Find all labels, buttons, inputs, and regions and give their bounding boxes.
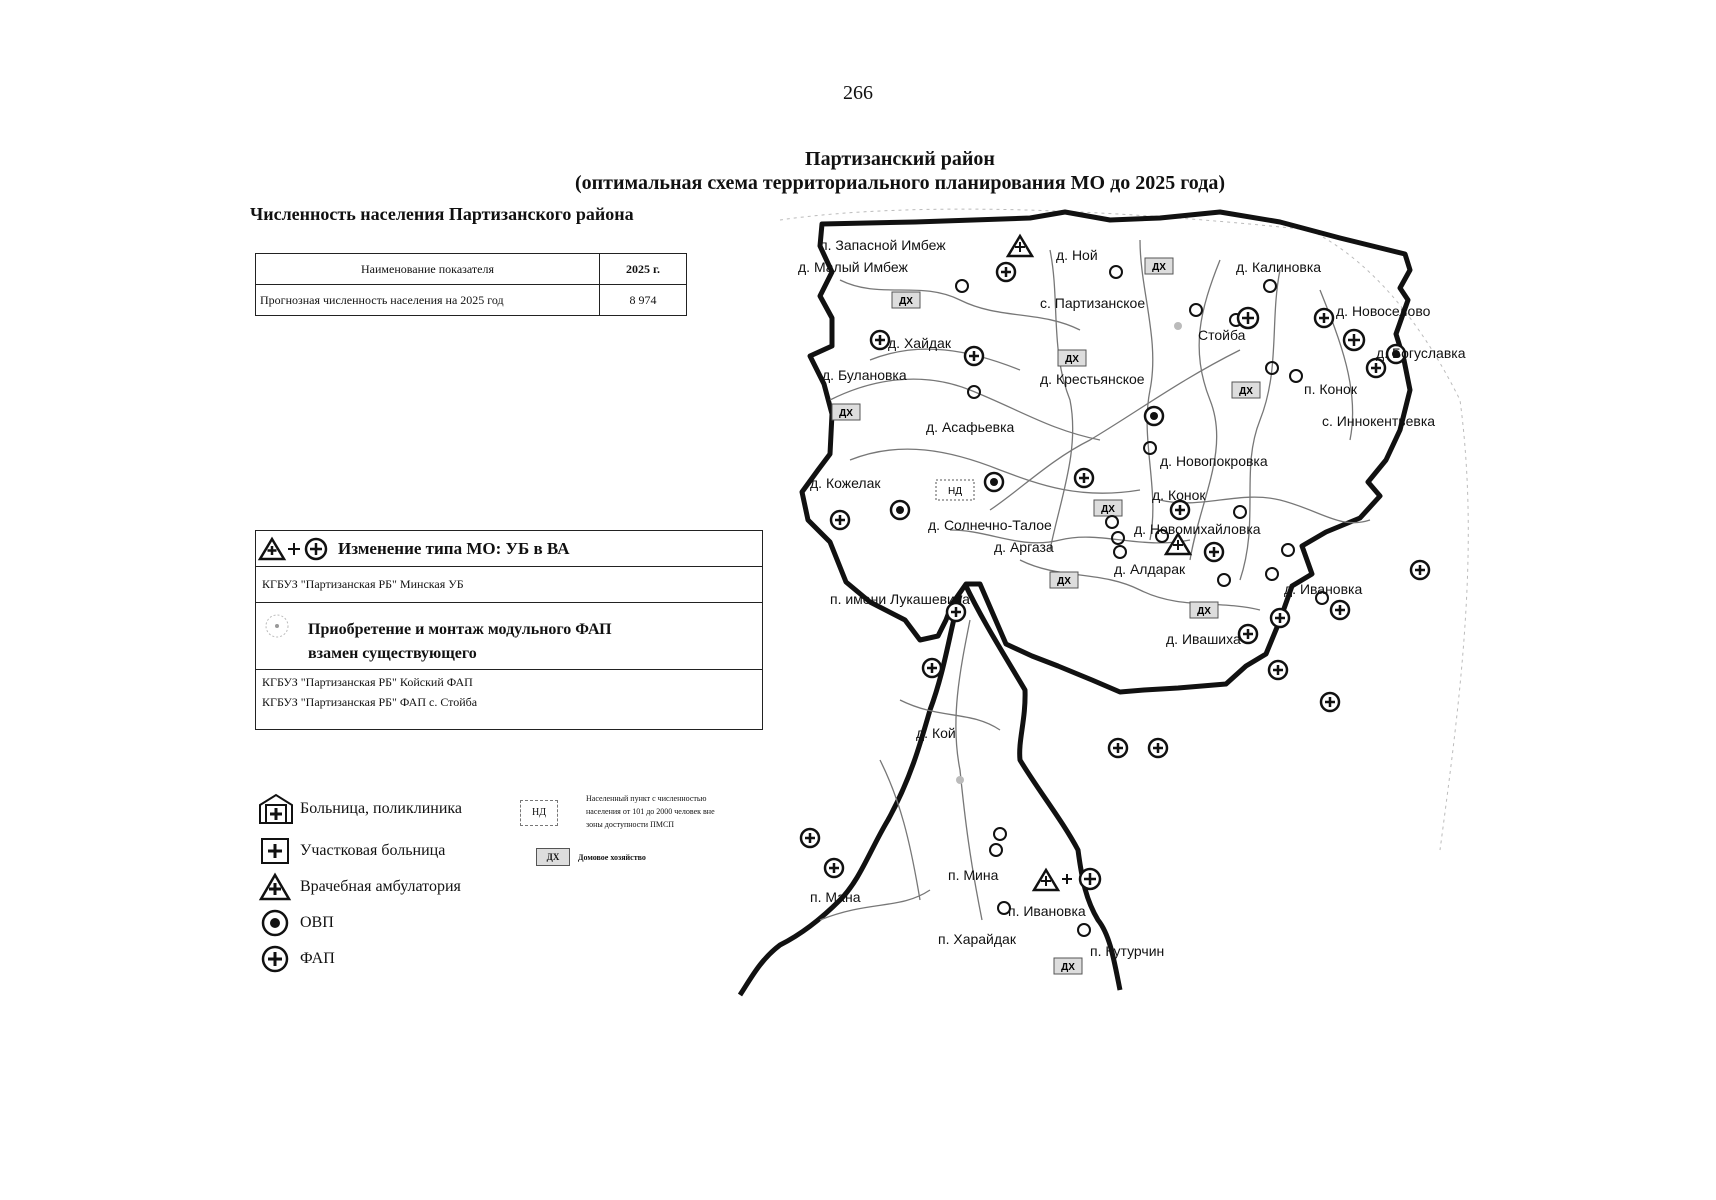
legend-hospital: [258, 793, 462, 825]
map-label-kuturchin: п. Кутурчин: [1090, 943, 1165, 959]
fap-icon: [1171, 501, 1189, 519]
home-box-label: ДХ: [1061, 962, 1075, 973]
map-label-zapasnoy: п. Запасной Имбеж: [820, 237, 946, 253]
map-label-stoyba: Стойба: [1198, 327, 1246, 343]
home-box-label: ДХ: [1057, 576, 1071, 587]
table-cell-label: Прогнозная численность населения на 2025 год: [256, 285, 600, 316]
home-box-label: ДХ: [839, 408, 853, 419]
district-hospital-icon: [258, 836, 294, 866]
fap-icon: [801, 829, 819, 847]
fap-icon: [997, 263, 1015, 281]
ambulatory-icon: [258, 872, 294, 902]
fap-icon: [1321, 693, 1339, 711]
map-label-partizanskoe: с. Партизанское: [1040, 295, 1146, 311]
map-label-asafevka: д. Асафьевка: [926, 419, 1015, 435]
map-labels: [798, 237, 1466, 959]
ovp-icon: [985, 473, 1003, 491]
settlement-desc-line: Населенный пункт с численностью: [586, 794, 707, 803]
change-type-box: [255, 530, 763, 730]
hospital-icon: [258, 793, 294, 825]
fap-icon: [1238, 308, 1258, 328]
map-label-koy: д. Кой: [916, 725, 956, 741]
district-boundary-south: [965, 584, 1120, 990]
ambulatory-to-fap-icon: [256, 534, 332, 564]
table-header-year: 2025 г.: [600, 254, 687, 285]
map-label-bulanovka: д. Булановка: [822, 367, 907, 383]
home-box-label: ДХ: [1239, 386, 1253, 397]
change-type-heading: Изменение типа МО: УБ в ВА: [338, 538, 570, 558]
map-label-malyy: д. Малый Имбеж: [798, 259, 908, 275]
fap-icon: [1205, 543, 1223, 561]
fap-icon: [1075, 469, 1093, 487]
legend-ambulatory-label: Врачебная амбулатория: [300, 878, 461, 895]
fap-icon: [1269, 661, 1287, 679]
settlement-box-label: НД: [948, 486, 962, 497]
fap-icon: [871, 331, 889, 349]
fap-icon: [1331, 601, 1349, 619]
modular-fap-icon: [264, 613, 290, 639]
ambulatory-icon: [1008, 236, 1032, 256]
settlement-desc-line: населения от 101 до 2000 человек вне: [586, 807, 715, 816]
modular-fap-header: [256, 603, 762, 670]
legend-district-hospital: [258, 836, 445, 866]
table-row: [256, 285, 687, 316]
map-label-noy: д. Ной: [1056, 247, 1098, 263]
home-box-icon: ДХ: [536, 848, 570, 866]
map-label-argaza: д. Аргаза: [994, 539, 1054, 555]
table-cell-value: 8 974: [600, 285, 687, 316]
modular-fap-icon: [956, 776, 964, 784]
home-box-label: ДХ: [899, 296, 913, 307]
map-label-solnechno: д. Солнечно-Талое: [928, 517, 1052, 533]
map-label-krestyanskoe: д. Крестьянское: [1040, 371, 1145, 387]
ovp-icon: [891, 501, 909, 519]
legend-district-hospital-label: Участковая больница: [300, 842, 446, 859]
modular-fap-list: [256, 670, 762, 714]
legend-hospital-label: Больница, поликлиника: [300, 800, 463, 817]
settlement-desc-line: зоны доступности ПМСП: [586, 820, 675, 829]
fap-icon: [258, 944, 294, 974]
table-header-indicator: Наименование показателя: [256, 254, 600, 285]
fap-icon: [1344, 330, 1364, 350]
map-label-novomikhaylovka: д. Новомихайловка: [1134, 521, 1261, 537]
modular-fap-heading-1: Приобретение и монтаж модульного ФАП: [308, 621, 612, 638]
list-item: КГБУЗ "Партизанская РБ" Койский ФАП: [262, 675, 473, 689]
map-label-konok2: д. Конок: [1152, 487, 1206, 503]
ovp-icon: [258, 908, 294, 938]
fap-icon: [1239, 625, 1257, 643]
change-type-header: [256, 531, 762, 567]
district-map: [720, 200, 1500, 1000]
settlement-box-icon: НД: [520, 800, 558, 826]
map-label-kozhelak: д. Кожелак: [810, 475, 881, 491]
map-label-mina: п. Мина: [948, 867, 999, 883]
fap-icon: [1271, 609, 1289, 627]
map-label-ivashikha: д. Ивашиха: [1166, 631, 1241, 647]
legend-ambulatory: [258, 872, 461, 902]
modular-fap-icon: [1174, 322, 1182, 330]
modular-fap-heading-2: взамен существующего: [308, 645, 477, 662]
home-box-label: ДХ: [1152, 262, 1166, 273]
map-label-innokentevka: с. Иннокентьевка: [1322, 413, 1436, 429]
ambulatory-icon: [1166, 534, 1190, 554]
legend-ovp-label: ОВП: [300, 914, 334, 931]
fap-icon: [831, 511, 849, 529]
ovp-icon: [1145, 407, 1163, 425]
map-label-aldarak: д. Алдарак: [1114, 561, 1186, 577]
home-desc: Домовое хозяйство: [578, 853, 646, 862]
fap-icon: [1367, 359, 1385, 377]
fap-icon: [825, 859, 843, 877]
district-boundary-west: [740, 595, 960, 995]
population-table: [255, 253, 687, 316]
map-label-ivanovka1: д. Ивановка: [1284, 581, 1363, 597]
fap-icon: [1411, 561, 1429, 579]
change-type-item: КГБУЗ "Партизанская РБ" Минская УБ: [256, 567, 762, 603]
fap-icon: [1109, 739, 1127, 757]
fap-icon: [923, 659, 941, 677]
population-heading: Численность населения Партизанского района: [250, 204, 634, 224]
page-number: 266: [843, 82, 873, 104]
map-label-ivanovka2: п. Ивановка: [1008, 903, 1086, 919]
home-box-label: ДХ: [1197, 606, 1211, 617]
page-subtitle: (оптимальная схема территориального планирования МО до 2025 года): [575, 172, 1225, 194]
map-label-novoselovo: д. Новоселово: [1336, 303, 1431, 319]
modular-fap-markers: [956, 322, 1182, 784]
map-label-haydak: д. Хайдак: [888, 335, 951, 351]
ambulatory-to-fap-icon: [1034, 869, 1100, 890]
map-label-konok1: п. Конок: [1304, 381, 1357, 397]
table-header-row: [256, 254, 687, 285]
legend-fap-label: ФАП: [300, 950, 335, 967]
map-label-mana: п. Мана: [810, 889, 861, 905]
map-label-kalinovka: д. Калиновка: [1236, 259, 1322, 275]
home-box-label: ДХ: [1101, 504, 1115, 515]
legend-fap: [258, 944, 335, 974]
fap-icon: [1315, 309, 1333, 327]
map-label-lukashevicha: п. имени Лукашевича: [830, 591, 970, 607]
map-label-novopokrovka: д. Новопокровка: [1160, 453, 1268, 469]
list-item: КГБУЗ "Партизанская РБ" ФАП с. Стойба: [262, 695, 478, 709]
page-title: Партизанский район: [805, 148, 995, 170]
fap-icon: [1149, 739, 1167, 757]
district-boundary: [802, 212, 1410, 692]
fap-icon: [965, 347, 983, 365]
home-box-label: ДХ: [1065, 354, 1079, 365]
map-label-boguslavka: д. Богуславка: [1376, 345, 1466, 361]
legend-ovp: [258, 908, 334, 938]
map-label-kharaydak: п. Харайдак: [938, 931, 1016, 947]
